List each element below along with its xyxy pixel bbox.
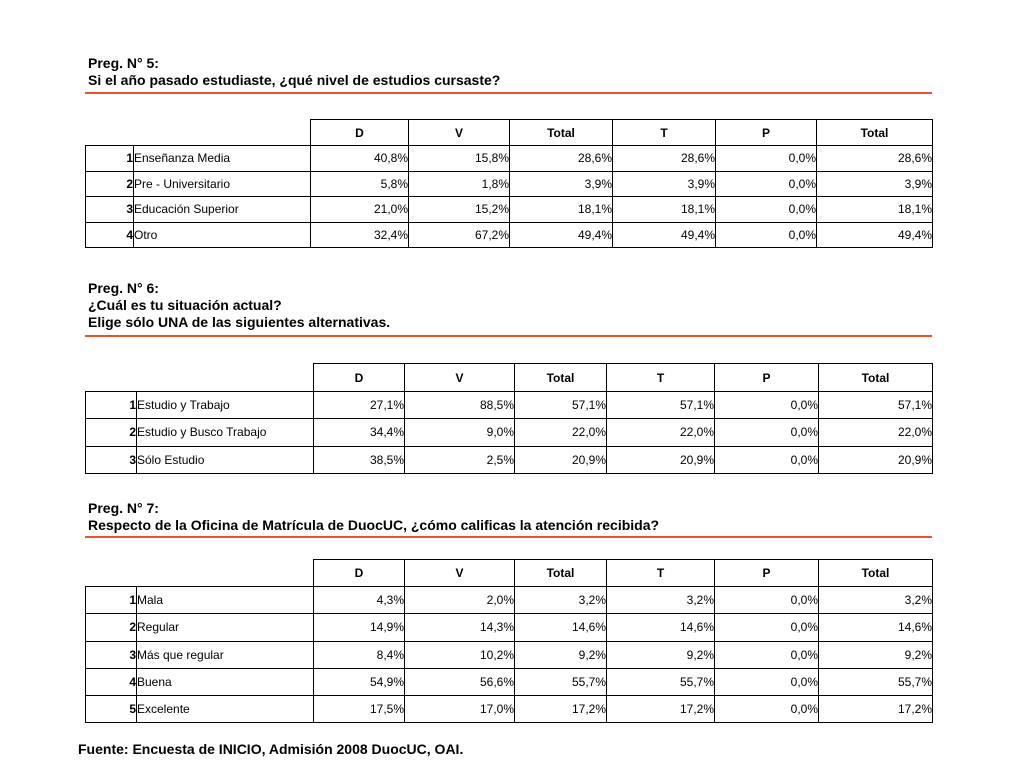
cell-total-tp: 17,2% [819,696,933,723]
column-header-total-dv: Total [515,364,607,392]
cell-v: 56,6% [405,668,515,695]
cell-v: 67,2% [409,222,510,248]
row-label: Sólo Estudio [137,446,314,473]
cell-p: 0,0% [715,587,819,614]
question-5-number: Preg. N° 5: [88,55,159,71]
cell-total-dv: 22,0% [515,419,607,446]
row-number: 3 [86,197,134,223]
cell-total-tp: 3,9% [817,171,933,197]
column-header-total-tp: Total [819,560,933,587]
cell-p: 0,0% [715,668,819,695]
cell-d: 54,9% [314,668,405,695]
column-header-total-tp: Total [817,120,933,146]
cell-v: 2,5% [405,446,515,473]
source-footnote: Fuente: Encuesta de INICIO, Admisión 2008 DuocUC, OAI. [78,741,464,757]
cell-total-tp: 14,6% [819,614,933,641]
column-header-d: D [311,120,409,146]
row-label: Educación Superior [134,197,311,223]
row-number: 1 [86,587,137,614]
cell-total-tp: 20,9% [819,446,933,473]
section-divider [85,92,932,94]
header-blank-label [137,560,314,587]
table-row [86,171,933,197]
column-header-t: T [613,120,716,146]
table-row [86,222,933,248]
cell-v: 88,5% [405,392,515,419]
column-header-p: P [716,120,817,146]
row-number: 5 [86,696,137,723]
question-6-text: ¿Cuál es tu situación actual? [88,297,282,313]
row-number: 2 [86,171,134,197]
row-number: 3 [86,641,137,668]
cell-v: 15,8% [409,146,510,172]
cell-d: 27,1% [314,392,405,419]
cell-p: 0,0% [716,197,817,223]
cell-t: 14,6% [607,614,715,641]
cell-total-dv: 17,2% [515,696,607,723]
question-5-heading [88,55,500,89]
table-row [86,197,933,223]
cell-total-tp: 9,2% [819,641,933,668]
row-number: 1 [86,146,134,172]
cell-total-dv: 49,4% [510,222,613,248]
question-6-number: Preg. N° 6: [88,280,159,296]
cell-t: 17,2% [607,696,715,723]
cell-p: 0,0% [715,641,819,668]
question-7-number: Preg. N° 7: [88,500,159,516]
column-header-total-dv: Total [515,560,607,587]
row-number: 4 [86,668,137,695]
column-header-d: D [314,560,405,587]
cell-v: 10,2% [405,641,515,668]
cell-v: 17,0% [405,696,515,723]
cell-total-dv: 14,6% [515,614,607,641]
section-divider [85,536,932,538]
row-label: Excelente [137,696,314,723]
row-number: 4 [86,222,134,248]
cell-total-tp: 57,1% [819,392,933,419]
cell-total-tp: 49,4% [817,222,933,248]
row-label: Enseñanza Media [134,146,311,172]
cell-v: 1,8% [409,171,510,197]
row-label: Estudio y Busco Trabajo [137,419,314,446]
cell-total-dv: 3,2% [515,587,607,614]
table-row [86,696,933,723]
cell-p: 0,0% [715,446,819,473]
cell-total-dv: 55,7% [515,668,607,695]
cell-p: 0,0% [716,171,817,197]
row-label: Estudio y Trabajo [137,392,314,419]
question-7-text: Respecto de la Oficina de Matrícula de DuocUC, ¿cómo calificas la atención recibida? [88,517,660,533]
cell-v: 2,0% [405,587,515,614]
table-header-row [86,364,933,392]
cell-d: 14,9% [314,614,405,641]
column-header-total-tp: Total [819,364,933,392]
row-label: Mala [137,587,314,614]
cell-d: 21,0% [311,197,409,223]
row-number: 1 [86,392,137,419]
section-divider [85,335,932,337]
cell-p: 0,0% [715,614,819,641]
cell-v: 14,3% [405,614,515,641]
cell-p: 0,0% [715,392,819,419]
table-row [86,587,933,614]
cell-total-tp: 22,0% [819,419,933,446]
table-row [86,392,933,419]
question-7-table [85,559,933,723]
cell-total-dv: 57,1% [515,392,607,419]
question-6-heading [88,280,390,331]
cell-total-tp: 18,1% [817,197,933,223]
cell-d: 38,5% [314,446,405,473]
column-header-t: T [607,364,715,392]
header-blank-label [137,364,314,392]
cell-total-dv: 20,9% [515,446,607,473]
header-blank-number [86,364,137,392]
cell-d: 40,8% [311,146,409,172]
cell-total-dv: 18,1% [510,197,613,223]
cell-v: 15,2% [409,197,510,223]
cell-p: 0,0% [716,222,817,248]
row-label: Otro [134,222,311,248]
row-number: 2 [86,419,137,446]
column-header-p: P [715,560,819,587]
question-6-table [85,363,933,474]
table-header-row [86,560,933,587]
header-blank-number [86,560,137,587]
cell-t: 18,1% [613,197,716,223]
cell-total-tp: 28,6% [817,146,933,172]
column-header-t: T [607,560,715,587]
cell-v: 9,0% [405,419,515,446]
column-header-v: V [409,120,510,146]
cell-d: 17,5% [314,696,405,723]
cell-t: 3,2% [607,587,715,614]
column-header-total-dv: Total [510,120,613,146]
row-number: 2 [86,614,137,641]
cell-d: 8,4% [314,641,405,668]
header-blank-number [86,120,134,146]
row-label: Regular [137,614,314,641]
row-label: Pre - Universitario [134,171,311,197]
cell-t: 3,9% [613,171,716,197]
column-header-v: V [405,364,515,392]
table-row [86,419,933,446]
column-header-v: V [405,560,515,587]
row-label: Más que regular [137,641,314,668]
table-row [86,446,933,473]
cell-t: 9,2% [607,641,715,668]
cell-total-dv: 9,2% [515,641,607,668]
cell-t: 22,0% [607,419,715,446]
cell-t: 28,6% [613,146,716,172]
cell-t: 57,1% [607,392,715,419]
cell-d: 5,8% [311,171,409,197]
question-5-text: Si el año pasado estudiaste, ¿qué nivel de estudios cursaste? [88,72,501,88]
cell-d: 34,4% [314,419,405,446]
cell-p: 0,0% [715,696,819,723]
cell-t: 49,4% [613,222,716,248]
table-row [86,614,933,641]
cell-total-dv: 28,6% [510,146,613,172]
question-5-table [85,119,933,248]
question-6-instruction: Elige sólo UNA de las siguientes alternativas. [88,314,391,330]
cell-d: 4,3% [314,587,405,614]
row-label: Buena [137,668,314,695]
header-blank-label [134,120,311,146]
cell-p: 0,0% [715,419,819,446]
cell-d: 32,4% [311,222,409,248]
table-row [86,146,933,172]
cell-t: 20,9% [607,446,715,473]
cell-total-dv: 3,9% [510,171,613,197]
table-row [86,668,933,695]
column-header-p: P [715,364,819,392]
column-header-d: D [314,364,405,392]
table-header-row [86,120,933,146]
cell-p: 0,0% [716,146,817,172]
question-7-heading [88,500,659,534]
cell-total-tp: 55,7% [819,668,933,695]
cell-total-tp: 3,2% [819,587,933,614]
table-row [86,641,933,668]
row-number: 3 [86,446,137,473]
cell-t: 55,7% [607,668,715,695]
